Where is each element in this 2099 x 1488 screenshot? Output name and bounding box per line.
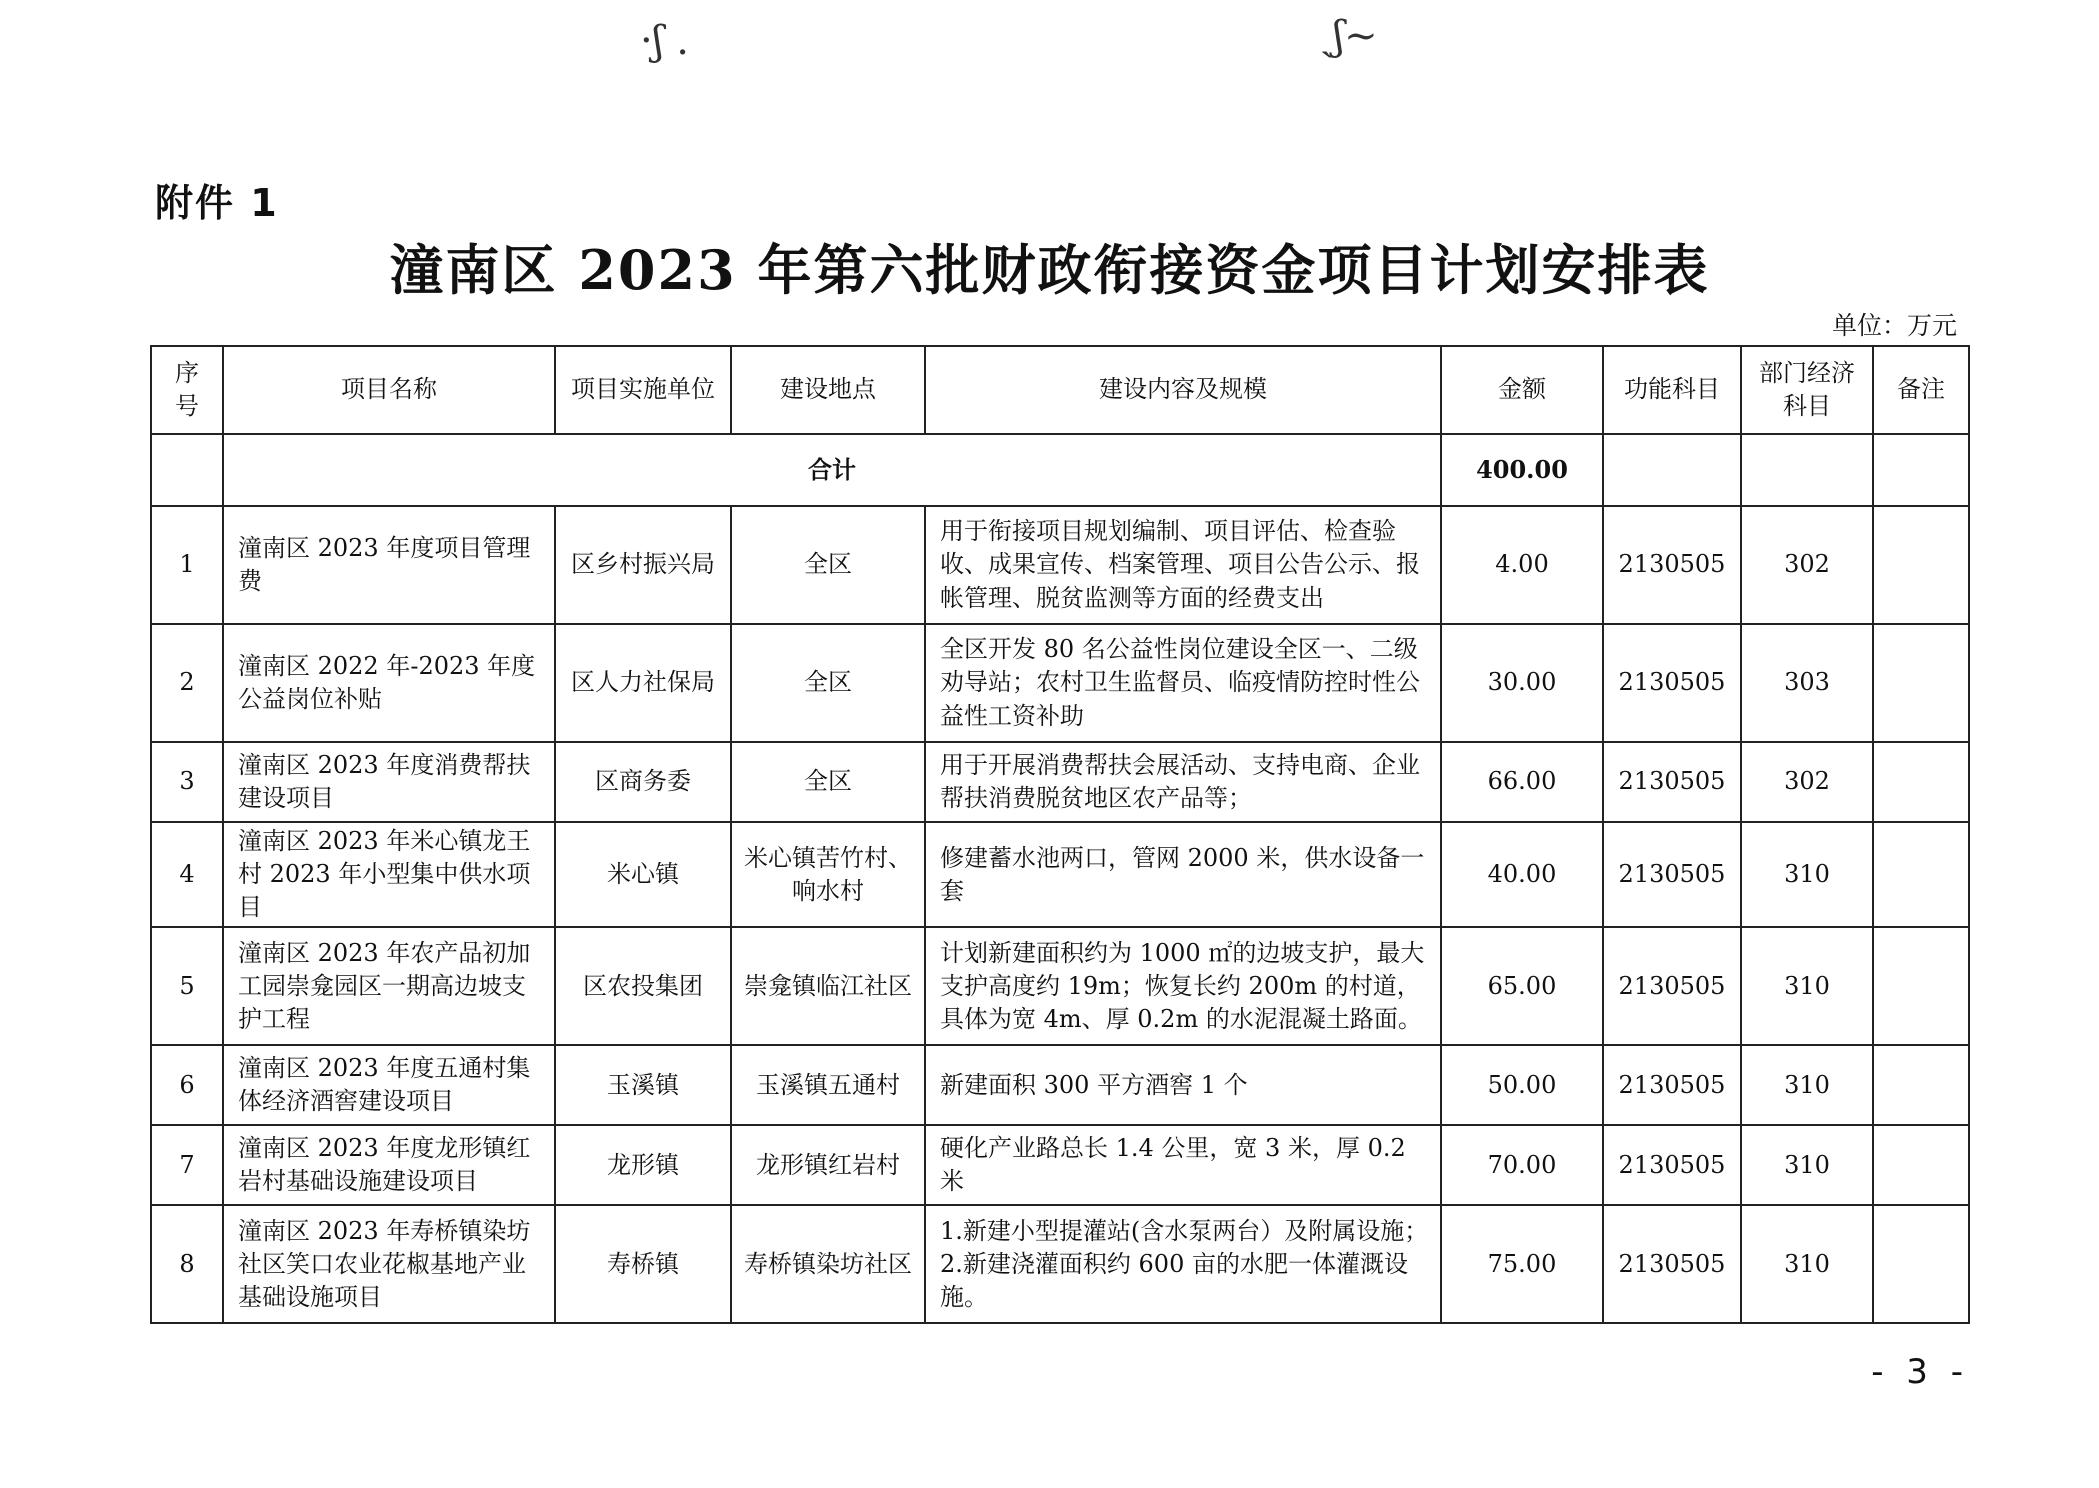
table-row xyxy=(151,927,1969,1045)
row-location: 全区 xyxy=(731,624,925,742)
page-title: 潼南区 2023 年第六批财政衔接资金项目计划安排表 xyxy=(389,238,1710,302)
row-no: 3 xyxy=(151,742,223,822)
col-header-content: 建设内容及规模 xyxy=(925,346,1441,434)
table-row xyxy=(151,1045,1969,1125)
row-content: 全区开发 80 名公益性岗位建设全区一、二级劝导站；农村卫生监督员、临疫情防控时性公益性工资补助 xyxy=(925,624,1441,742)
row-no: 1 xyxy=(151,506,223,624)
row-amount: 75.00 xyxy=(1441,1205,1603,1323)
row-amount: 30.00 xyxy=(1441,624,1603,742)
row-unit: 区农投集团 xyxy=(555,927,731,1045)
row-location: 龙形镇红岩村 xyxy=(731,1125,925,1205)
table-header-row xyxy=(151,346,1969,434)
row-note xyxy=(1873,822,1969,927)
row-econ: 310 xyxy=(1741,1125,1873,1205)
row-name: 潼南区 2023 年度项目管理费 xyxy=(223,506,555,624)
row-location: 米心镇苦竹村、响水村 xyxy=(731,822,925,927)
unit-label: 单位：万元 xyxy=(1831,311,1957,340)
row-name: 潼南区 2023 年度龙形镇红岩村基础设施建设项目 xyxy=(223,1125,555,1205)
row-note xyxy=(1873,624,1969,742)
total-row xyxy=(151,434,1969,506)
row-note xyxy=(1873,506,1969,624)
col-header-amount: 金额 xyxy=(1441,346,1603,434)
row-econ: 310 xyxy=(1741,927,1873,1045)
total-amount: 400.00 xyxy=(1441,434,1603,506)
row-func: 2130505 xyxy=(1603,927,1741,1045)
row-amount: 40.00 xyxy=(1441,822,1603,927)
row-func: 2130505 xyxy=(1603,1125,1741,1205)
row-econ: 303 xyxy=(1741,624,1873,742)
row-note xyxy=(1873,1125,1969,1205)
row-func: 2130505 xyxy=(1603,822,1741,927)
row-content: 计划新建面积约为 1000 ㎡的边坡支护，最大支护高度约 19m；恢复长约 200m 的村道，具体为宽 4m、厚 0.2m 的水泥混凝土路面。 xyxy=(925,927,1441,1045)
col-header-unit: 项目实施单位 xyxy=(555,346,731,434)
row-location: 玉溪镇五通村 xyxy=(731,1045,925,1125)
row-amount: 66.00 xyxy=(1441,742,1603,822)
col-header-note: 备注 xyxy=(1873,346,1969,434)
row-content: 1.新建小型提灌站(含水泵两台）及附属设施；2.新建浇灌面积约 600 亩的水肥一体灌溉设施。 xyxy=(925,1205,1441,1323)
row-location: 全区 xyxy=(731,742,925,822)
row-func: 2130505 xyxy=(1603,1205,1741,1323)
table-row xyxy=(151,1125,1969,1205)
scan-mark-right: ˎʃ~ xyxy=(1320,13,1378,59)
row-unit: 区商务委 xyxy=(555,742,731,822)
row-content: 用于衔接项目规划编制、项目评估、检查验收、成果宣传、档案管理、项目公告公示、报帐管理、脱贫监测等方面的经费支出 xyxy=(925,506,1441,624)
row-amount: 50.00 xyxy=(1441,1045,1603,1125)
row-name: 潼南区 2023 年寿桥镇染坊社区笑口农业花椒基地产业基础设施项目 xyxy=(223,1205,555,1323)
row-note xyxy=(1873,927,1969,1045)
total-label: 合计 xyxy=(223,434,1441,506)
row-econ: 310 xyxy=(1741,1205,1873,1323)
row-unit: 寿桥镇 xyxy=(555,1205,731,1323)
table-row xyxy=(151,742,1969,822)
row-note xyxy=(1873,1205,1969,1323)
row-econ: 302 xyxy=(1741,506,1873,624)
col-header-location: 建设地点 xyxy=(731,346,925,434)
row-location: 崇龛镇临江社区 xyxy=(731,927,925,1045)
total-note-cell xyxy=(1873,434,1969,506)
row-unit: 龙形镇 xyxy=(555,1125,731,1205)
total-no-cell xyxy=(151,434,223,506)
row-unit: 米心镇 xyxy=(555,822,731,927)
row-unit: 玉溪镇 xyxy=(555,1045,731,1125)
attachment-label: 附件 1 xyxy=(155,181,279,225)
row-econ: 310 xyxy=(1741,1045,1873,1125)
row-name: 潼南区 2022 年-2023 年度公益岗位补贴 xyxy=(223,624,555,742)
row-func: 2130505 xyxy=(1603,506,1741,624)
row-econ: 302 xyxy=(1741,742,1873,822)
row-func: 2130505 xyxy=(1603,1045,1741,1125)
row-amount: 65.00 xyxy=(1441,927,1603,1045)
row-note xyxy=(1873,1045,1969,1125)
row-content: 新建面积 300 平方酒窖 1 个 xyxy=(925,1045,1441,1125)
project-plan-table xyxy=(150,345,1970,1324)
row-no: 6 xyxy=(151,1045,223,1125)
table-row xyxy=(151,506,1969,624)
row-content: 硬化产业路总长 1.4 公里，宽 3 米，厚 0.2 米 xyxy=(925,1125,1441,1205)
row-name: 潼南区 2023 年农产品初加工园崇龛园区一期高边坡支护工程 xyxy=(223,927,555,1045)
row-location: 寿桥镇染坊社区 xyxy=(731,1205,925,1323)
col-header-func: 功能科目 xyxy=(1603,346,1741,434)
table-row xyxy=(151,1205,1969,1323)
row-note xyxy=(1873,742,1969,822)
scan-mark-left: ·ʃ . xyxy=(640,18,690,64)
row-content: 修建蓄水池两口，管网 2000 米，供水设备一套 xyxy=(925,822,1441,927)
row-unit: 区乡村振兴局 xyxy=(555,506,731,624)
row-content: 用于开展消费帮扶会展活动、支持电商、企业帮扶消费脱贫地区农产品等； xyxy=(925,742,1441,822)
row-location: 全区 xyxy=(731,506,925,624)
col-header-econ: 部门经济科目 xyxy=(1741,346,1873,434)
col-header-no: 序号 xyxy=(151,346,223,434)
row-func: 2130505 xyxy=(1603,742,1741,822)
row-no: 8 xyxy=(151,1205,223,1323)
row-func: 2130505 xyxy=(1603,624,1741,742)
row-amount: 70.00 xyxy=(1441,1125,1603,1205)
table-row xyxy=(151,822,1969,927)
row-no: 2 xyxy=(151,624,223,742)
row-no: 4 xyxy=(151,822,223,927)
row-name: 潼南区 2023 年度消费帮扶建设项目 xyxy=(223,742,555,822)
row-unit: 区人力社保局 xyxy=(555,624,731,742)
total-func-cell xyxy=(1603,434,1741,506)
table-row xyxy=(151,624,1969,742)
row-name: 潼南区 2023 年米心镇龙王村 2023 年小型集中供水项目 xyxy=(223,822,555,927)
col-header-name: 项目名称 xyxy=(223,346,555,434)
row-no: 7 xyxy=(151,1125,223,1205)
row-no: 5 xyxy=(151,927,223,1045)
row-econ: 310 xyxy=(1741,822,1873,927)
page-number: - 3 - xyxy=(1871,1352,1969,1392)
row-amount: 4.00 xyxy=(1441,506,1603,624)
row-name: 潼南区 2023 年度五通村集体经济酒窖建设项目 xyxy=(223,1045,555,1125)
total-econ-cell xyxy=(1741,434,1873,506)
